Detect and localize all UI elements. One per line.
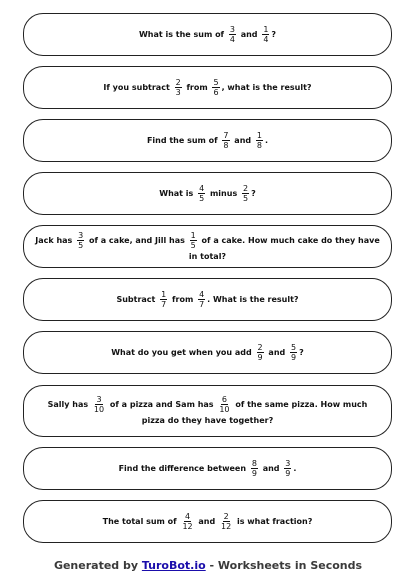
fraction xyxy=(220,512,232,531)
fraction-numerator: 1 xyxy=(190,230,196,240)
question-text-segment: of a cake, and Jill has xyxy=(86,235,188,245)
fraction-denominator: 6 xyxy=(213,88,219,97)
footer-suffix: - Worksheets in Seconds xyxy=(205,559,363,572)
fraction-numerator: 1 xyxy=(263,25,269,34)
turobot-link[interactable]: TuroBot.io xyxy=(141,559,206,572)
fraction xyxy=(190,231,197,250)
question-text-segment: Find the sum of xyxy=(146,136,221,145)
fraction xyxy=(198,184,205,203)
question-text-segment: and xyxy=(237,30,261,39)
question-text xyxy=(111,343,304,362)
fraction xyxy=(256,131,263,150)
fraction-denominator: 12 xyxy=(221,522,232,531)
question-card xyxy=(23,119,392,162)
fraction-denominator: 9 xyxy=(291,353,297,362)
question-text-segment: If you subtract xyxy=(103,83,173,92)
fraction xyxy=(160,290,167,309)
question-text-segment: What is xyxy=(159,189,197,198)
question-text xyxy=(139,25,276,44)
question-text-segment: ? xyxy=(271,30,277,39)
fraction xyxy=(222,131,229,150)
fraction-numerator: 3 xyxy=(78,230,84,240)
fraction xyxy=(257,343,264,362)
footer-prefix: Generated by xyxy=(53,559,142,572)
fraction xyxy=(218,395,230,414)
question-text-segment: and xyxy=(195,517,219,526)
question-text-segment: from xyxy=(183,83,211,92)
fraction-numerator: 4 xyxy=(184,512,191,521)
fraction xyxy=(262,25,269,44)
question-text-segment: The total sum of xyxy=(102,517,180,526)
question-text xyxy=(34,231,381,263)
fraction-numerator: 3 xyxy=(229,25,235,34)
fraction xyxy=(175,78,182,97)
fraction-numerator: 7 xyxy=(223,131,229,140)
fraction-denominator: 12 xyxy=(182,522,193,531)
fraction-denominator: 7 xyxy=(161,300,167,309)
fraction-numerator: 6 xyxy=(221,395,227,404)
fraction-denominator: 5 xyxy=(190,240,196,250)
fraction xyxy=(77,231,84,250)
fraction-numerator: 3 xyxy=(285,459,291,468)
question-text-segment: of a cake. How much cake do they have in total? xyxy=(188,235,380,261)
fraction xyxy=(251,459,258,478)
fraction-denominator: 3 xyxy=(175,88,181,97)
question-card xyxy=(23,66,392,109)
fraction-numerator: 4 xyxy=(199,184,205,193)
question-text xyxy=(159,184,255,203)
fraction-denominator: 5 xyxy=(243,194,249,203)
fraction xyxy=(242,184,249,203)
fraction-denominator: 8 xyxy=(256,141,262,150)
fraction-numerator: 1 xyxy=(256,131,262,140)
fraction-denominator: 10 xyxy=(93,405,105,414)
question-text-segment: . What is the result? xyxy=(207,295,299,304)
fraction-numerator: 2 xyxy=(223,512,229,521)
fraction-numerator: 4 xyxy=(199,290,205,299)
fraction-denominator: 5 xyxy=(78,240,84,250)
question-card xyxy=(23,331,392,374)
fraction-numerator: 2 xyxy=(175,78,181,87)
question-text-segment: and xyxy=(265,348,289,357)
fraction-denominator: 9 xyxy=(251,469,257,478)
question-text xyxy=(119,459,297,478)
question-card xyxy=(23,500,392,543)
fraction xyxy=(229,25,236,44)
question-card xyxy=(23,278,392,321)
question-text-segment: ? xyxy=(251,189,256,198)
fraction-denominator: 4 xyxy=(229,35,235,44)
fraction-numerator: 1 xyxy=(161,290,167,299)
question-text-segment: . xyxy=(265,136,269,145)
fraction xyxy=(181,512,193,531)
question-card xyxy=(23,225,392,268)
question-text-segment: Sally has xyxy=(47,400,91,409)
question-card xyxy=(23,172,392,215)
question-text-segment: , what is the result? xyxy=(221,83,312,92)
question-text-segment: What is the sum of xyxy=(138,30,227,39)
question-text-segment: is what fraction? xyxy=(234,517,313,526)
question-text xyxy=(116,290,298,309)
fraction-denominator: 8 xyxy=(223,141,229,150)
fraction-denominator: 9 xyxy=(257,353,263,362)
fraction xyxy=(93,395,105,414)
question-text xyxy=(103,78,311,97)
question-text xyxy=(147,131,268,150)
fraction-numerator: 5 xyxy=(291,343,297,352)
question-text-segment: of the same pizza. How much pizza do they have together? xyxy=(141,400,368,425)
footer xyxy=(0,559,416,572)
fraction xyxy=(198,290,205,309)
fraction-denominator: 4 xyxy=(263,35,269,44)
fraction-numerator: 3 xyxy=(96,395,102,404)
fraction-numerator: 2 xyxy=(243,184,249,193)
question-text-segment: minus xyxy=(207,189,240,198)
question-card xyxy=(23,13,392,56)
question-text-segment: Jack has xyxy=(35,235,76,245)
fraction xyxy=(212,78,219,97)
question-text xyxy=(38,395,377,427)
question-text-segment: What do you get when you add xyxy=(111,348,255,357)
fraction-numerator: 2 xyxy=(257,343,263,352)
question-text-segment: and xyxy=(231,136,254,145)
fraction-numerator: 8 xyxy=(251,459,257,468)
question-text-segment: ? xyxy=(299,348,304,357)
fraction-denominator: 9 xyxy=(285,469,291,478)
question-card xyxy=(23,447,392,490)
question-text-segment: Subtract xyxy=(116,295,159,304)
fraction xyxy=(284,459,291,478)
fraction-numerator: 5 xyxy=(213,78,219,87)
question-text xyxy=(103,512,313,531)
fraction xyxy=(290,343,297,362)
fraction-denominator: 5 xyxy=(199,194,205,203)
question-text-segment: from xyxy=(169,295,197,304)
question-text-segment: and xyxy=(259,464,283,473)
question-text-segment: of a pizza and Sam has xyxy=(107,400,217,409)
question-text-segment: . xyxy=(293,464,297,473)
question-text-segment: Find the difference between xyxy=(118,464,249,473)
fraction-denominator: 7 xyxy=(199,300,205,309)
question-card xyxy=(23,385,392,437)
fraction-denominator: 10 xyxy=(219,405,230,414)
